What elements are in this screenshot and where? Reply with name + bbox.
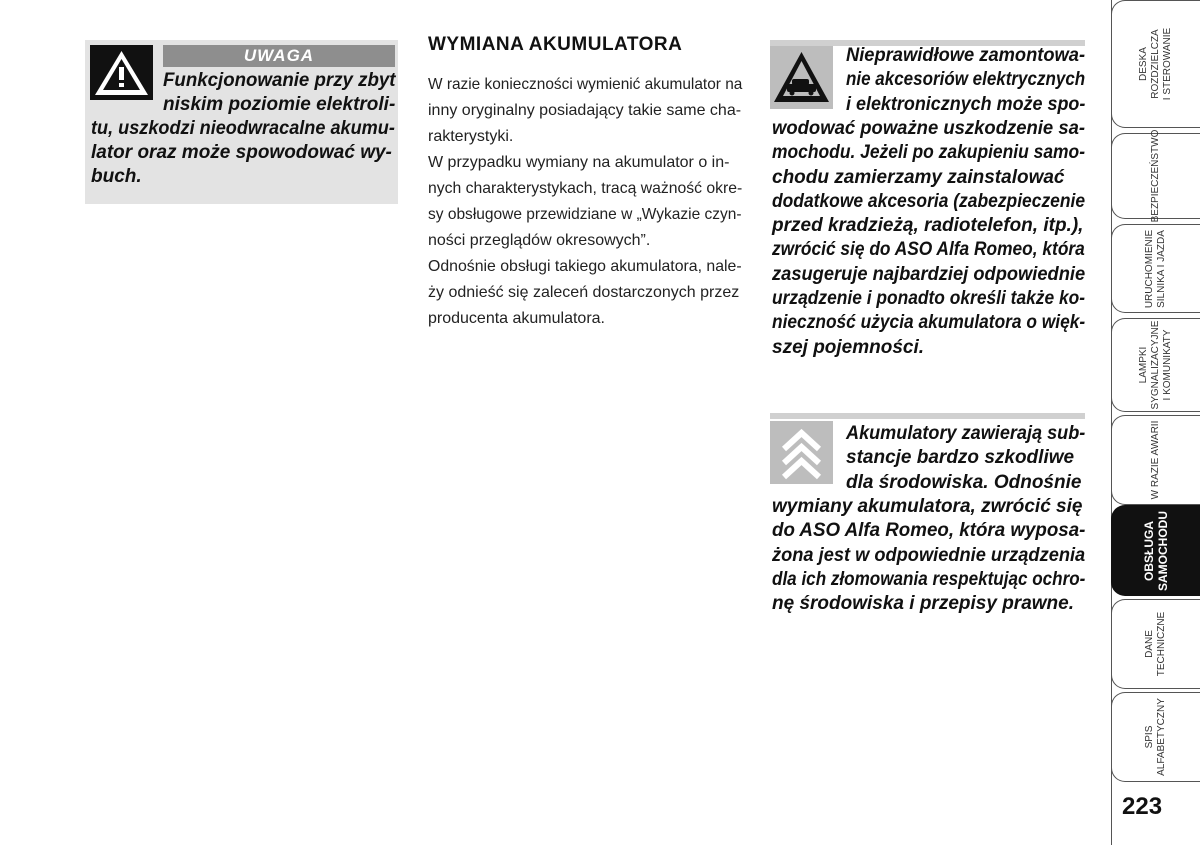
note-line: nę środowiska i przepisy prawne. [772,593,1074,615]
note-line: nieczność użycia akumulatora o więk- [772,312,1086,334]
note-line: stancje bardzo szkodliwe [846,447,1075,469]
paragraph-line: ży odnieść się zaleceń dostarczonych przez [428,284,740,301]
warning-line: Funkcjonowanie przy zbyt [163,70,396,91]
page-number: 223 [1122,793,1163,820]
warning-line: tu, uszkodzi nieodwracalne akumu- [91,118,395,139]
warning-box [85,40,398,204]
paragraph-line: Odnośnie obsługi takiego akumulatora, nale- [428,258,742,275]
paragraph-line: nych charakterystykach, tracą ważność okre- [428,180,743,197]
chapter-tab[interactable] [1111,224,1200,313]
note-line: dla ich złomowania respektując ochro- [772,568,1086,590]
chapter-tab-label-line: SYGNALIZACYJNE [1150,320,1161,410]
chapter-tab[interactable] [1111,0,1200,128]
chapter-tab-label-line: OBSŁUGA [1142,520,1156,581]
chapter-tab-label-line: TECHNICZNE [1156,611,1167,677]
chapter-tab[interactable] [1111,129,1200,223]
note-line: wymiany akumulatora, zwrócić się [772,495,1083,517]
chapter-tab[interactable] [1111,318,1200,412]
note-line: szej pojemności. [772,336,925,358]
chapter-tab-label-line: SPIS [1144,725,1155,749]
chapter-tab-label-line: DANE [1144,630,1155,658]
chapter-tab[interactable] [1111,599,1200,689]
chapter-tab-label-line: URUCHOMIENIE [1144,229,1155,308]
note-line: do ASO Alfa Romeo, która wyposa- [772,520,1086,542]
note-line: zasugeruje najbardziej odpowiednie [772,263,1086,285]
paragraph-line: inny oryginalny posiadający takie same cha- [428,102,742,119]
paragraph-line: ności przeglądów okresowych”. [428,232,651,249]
environment-icon [770,421,833,484]
note-line: nie akcesoriów elektrycznych [846,69,1086,91]
chapter-tab-label-line: DESKA [1138,47,1149,81]
chapter-tab-label-line: I KOMUNIKATY [1162,329,1173,401]
chapter-tab-label-line: ALFABETYCZNY [1156,698,1167,776]
paragraph-line: W przypadku wymiany na akumulator o in- [428,154,730,171]
warning-heading: UWAGA [163,45,395,67]
note-line: Nieprawidłowe zamontowa- [846,45,1086,66]
section-title: WYMIANA AKUMULATORA [428,34,683,55]
chapter-tab-label [1150,421,1162,500]
chapter-tab-label-line: BEZPIECZEŃSTWO [1150,129,1161,223]
note-line: dodatkowe akcesoria (zabezpieczenie [772,190,1086,212]
warning-triangle-icon [90,45,153,100]
note-line: wodować poważne uszkodzenie sa- [772,117,1086,139]
note-line: Akumulatory zawierają sub- [846,423,1086,444]
warning-line: buch. [91,166,142,187]
paragraph-line: producenta akumulatora. [428,310,605,327]
chapter-tab-label [1144,229,1168,307]
chapter-tab[interactable] [1111,692,1200,782]
paragraph-line: rakterystyki. [428,128,514,145]
chapter-tab-label-line: I STEROWANIE [1162,27,1173,101]
note-line: dla środowiska. Odnośnie [846,471,1082,493]
chapter-tab-label [1138,321,1174,410]
chapter-tab-label [1138,28,1174,100]
note-line: i elektronicznych może spo- [846,93,1086,115]
note-line: chodu zamierzamy zainstalować [772,166,1065,188]
chapter-tab-label [1144,612,1168,676]
note-divider [770,413,1085,419]
chapter-tab-label [1142,511,1170,591]
chapter-tab-label [1150,130,1162,223]
chapter-tab-label [1144,698,1168,776]
chapter-tab-label-line: W RAZIE AWARII [1150,420,1161,500]
chapter-tab-label-line: SAMOCHODU [1156,510,1170,591]
note-line: zwrócić się do ASO Alfa Romeo, która [772,239,1085,261]
chapter-tab[interactable] [1111,415,1200,505]
warning-line: niskim poziomie elektroli- [163,94,396,115]
chapter-tab-label-line: SILNIKA I JAZDA [1156,229,1167,308]
paragraph-line: sy obsługowe przewidziane w „Wykazie czyn- [428,206,742,223]
chapter-tab-label-line: ROZDZIELCZA [1150,29,1161,99]
note-line: przed kradzieżą, radiotelefon, itp.), [772,215,1084,237]
warning-line: lator oraz może spowodować wy- [91,142,392,163]
note-line: żona jest w odpowiednie urządzenia [772,544,1086,566]
note-line: urządzenie i ponadto określi także ko- [772,288,1086,309]
paragraph-line: W razie konieczności wymienić akumulator na [428,76,743,93]
chapter-tab[interactable] [1111,505,1200,596]
chapter-tab-label-line: LAMPKI [1138,346,1149,384]
note-line: mochodu. Jeżeli po zakupieniu samo- [772,142,1085,164]
car-battery-warning-icon [770,46,833,109]
